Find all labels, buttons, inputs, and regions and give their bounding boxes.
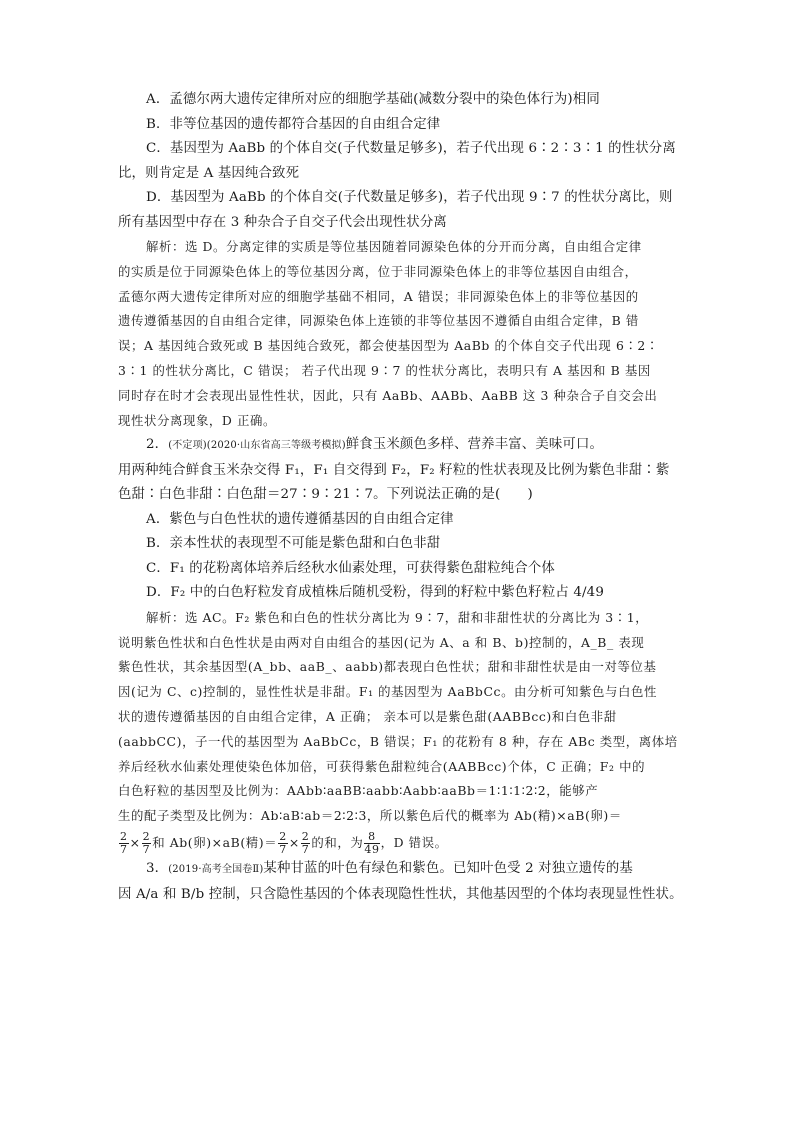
q1-explanation-line: 同时存在时才会表现出显性性状，因此，只有 AaBb、AABb、AaBB 这 3 种杂合子自交会出	[118, 387, 658, 403]
q2-stem-line1	[118, 433, 678, 459]
q2-stem-text: 鲜食玉米颜色多样、营养丰富、美味可口。	[345, 437, 604, 453]
q2-explanation-line: 解析：选 AC。F₂ 紫色和白色的性状分离比为 9∶7，甜和非甜性状的分离比为 3∶1，	[146, 609, 649, 625]
q2-explanation-line: 养后经秋水仙素处理使染色体加倍，可获得紫色甜粒纯合(AABBcc)个体，C 正确；F₂ 中的	[118, 758, 646, 774]
q1-explanation-line: 遗传遵循基因的自由组合定律，同源染色体上连锁的非等位基因不遵循自由组合定律，B 错	[118, 313, 639, 329]
q2-number: 2．	[146, 437, 169, 453]
q2-source: (2020·山东省高三等级考模拟)	[206, 440, 346, 452]
q1-option-b: B．非等位基因的遗传都符合基因的自由组合定律	[146, 116, 441, 132]
q2-explanation-line: 因(记为 C、c)控制的，显性性状是非甜。F₁ 的基因型为 AaBbCc。由分析可知紫色与白色性	[118, 684, 657, 700]
q1-explanation-line: 孟德尔两大遗传定律所对应的细胞学基础不相同，A 错误；非同源染色体上的非等位基因的	[118, 288, 639, 304]
fraction: $\frac{8}{49}$	[364, 830, 380, 857]
fraction: $\frac{2}{7}$	[279, 830, 287, 857]
q1-explanation-line: 解析：选 D。分离定律的实质是等位基因随着同源染色体的分开而分离，自由组合定律	[146, 239, 642, 254]
q2-stem-line3: 色甜∶白色非甜∶白色甜＝27∶9∶21∶7。下列说法正确的是( )	[118, 487, 533, 503]
q3-stem-line2: 因 A/a 和 B/b 控制，只含隐性基因的个体表现隐性性状，其他基因型的个体均表现显性性状。	[118, 886, 683, 902]
q3-source: (2019·高考全国卷Ⅱ)	[168, 864, 264, 876]
q2-explanation-line: 紫色性状，其余基因型(A_bb、aaB_、aabb)都表现白色性状；甜和非甜性状是由一对等位基	[118, 659, 657, 675]
fraction: $\frac{2}{7}$	[142, 830, 151, 857]
q2-stem-line2: 用两种纯合鲜食玉米杂交得 F₁，F₁ 自交得到 F₂，F₂ 籽粒的性状表现及比例为紫色非甜∶紫	[118, 462, 670, 478]
q1-option-c-line2: 比，则肯定是 A 基因纯合致死	[118, 165, 300, 181]
q1-explanation-line: 误；A 基因纯合致死或 B 基因纯合致死，都会使基因型为 AaBb 的个体自交子代出现 6∶2∶	[118, 338, 659, 354]
q2-explanation-line: 说明紫色性状和白色性状是由两对自由组合的基因(记为 A、a 和 B、b)控制的，A_B_ 表现	[118, 634, 645, 650]
q1-option-c-line1: C．基因型为 AaBb 的个体自交(子代数量足够多)，若子代出现 6∶2∶3∶1 的性状分离	[146, 141, 676, 156]
q1-explanation-line: 现性状分离现象，D 正确。	[118, 412, 276, 428]
q2-type-tag: (不定项)	[168, 440, 207, 452]
q1-option-d-line1: D．基因型为 AaBb 的个体自交(子代数量足够多)，若子代出现 9∶7 的性状分离比，则	[146, 190, 673, 205]
q1-option-d-line2: 所有基因型中存在 3 种杂合子自交子代会出现性状分离	[118, 214, 447, 230]
q3-stem-text: 某种甘蓝的叶色有绿色和紫色。已知叶色受 2 对独立遗传的基	[263, 861, 633, 877]
q2-explanation-line: (aabbCC)，子一代的基因型为 AaBbCc，B 错误；F₁ 的花粉有 8 种，存在 ABc 类型，离体培	[118, 733, 678, 749]
fraction: $\frac{2}{7}$	[301, 830, 310, 857]
q1-explanation-line: 3∶1 的性状分离比，C 错误； 若子代出现 9∶7 的性状分离比，表明只有 A 基因和 B 基因	[118, 362, 651, 378]
q2-option-d: D．F₂ 中的白色籽粒发育成植株后随机受粉，得到的籽粒中紫色籽粒占 4/49	[146, 585, 605, 601]
q2-option-b: B．亲本性状的表现型不可能是紫色甜和白色非甜	[146, 536, 441, 552]
q1-explanation-line: 的实质是位于同源染色体上的等位基因分离，位于非同源染色体上的非等位基因自由组合，	[118, 263, 638, 279]
q2-option-a: A．紫色与白色性状的遗传遵循基因的自由组合定律	[146, 511, 454, 527]
q1-option-a: A．孟德尔两大遗传定律所对应的细胞学基础(减数分裂中的染色体行为)相同	[146, 92, 600, 107]
q3-stem-line1	[118, 857, 678, 883]
q3-number: 3．	[146, 861, 169, 877]
q2-explanation-line: 白色籽粒的基因型及比例为：AAbb∶aaBB∶aabb∶Aabb∶aaBb＝1∶1∶1∶2∶2，能够产	[118, 783, 599, 799]
q2-explanation-line: 生的配子类型及比例为：Ab∶aB∶ab＝2∶2∶3，所以紫色后代的概率为 Ab(精)×aB(卵)＝	[118, 808, 622, 824]
fraction: $\frac{2}{7}$	[120, 830, 128, 857]
q2-explanation-line: 状的遗传遵循基因的自由组合定律，A 正确； 亲本可以是紫色甜(AABBcc)和白色非甜	[118, 709, 617, 725]
q2-option-c: C．F₁ 的花粉离体培养后经秋水仙素处理，可获得紫色甜粒纯合个体	[146, 560, 555, 576]
document-page	[118, 88, 683, 907]
q2-explanation-fraction-line: $\frac{2}{7}$ × $\frac{2}{7}$ 和 Ab(卵)×aB(精)＝ $\frac{2}{7}$ × $\frac{2}{7}$ 的和，为 $\frac{8}{49}$ ，D 错误。	[120, 830, 448, 857]
